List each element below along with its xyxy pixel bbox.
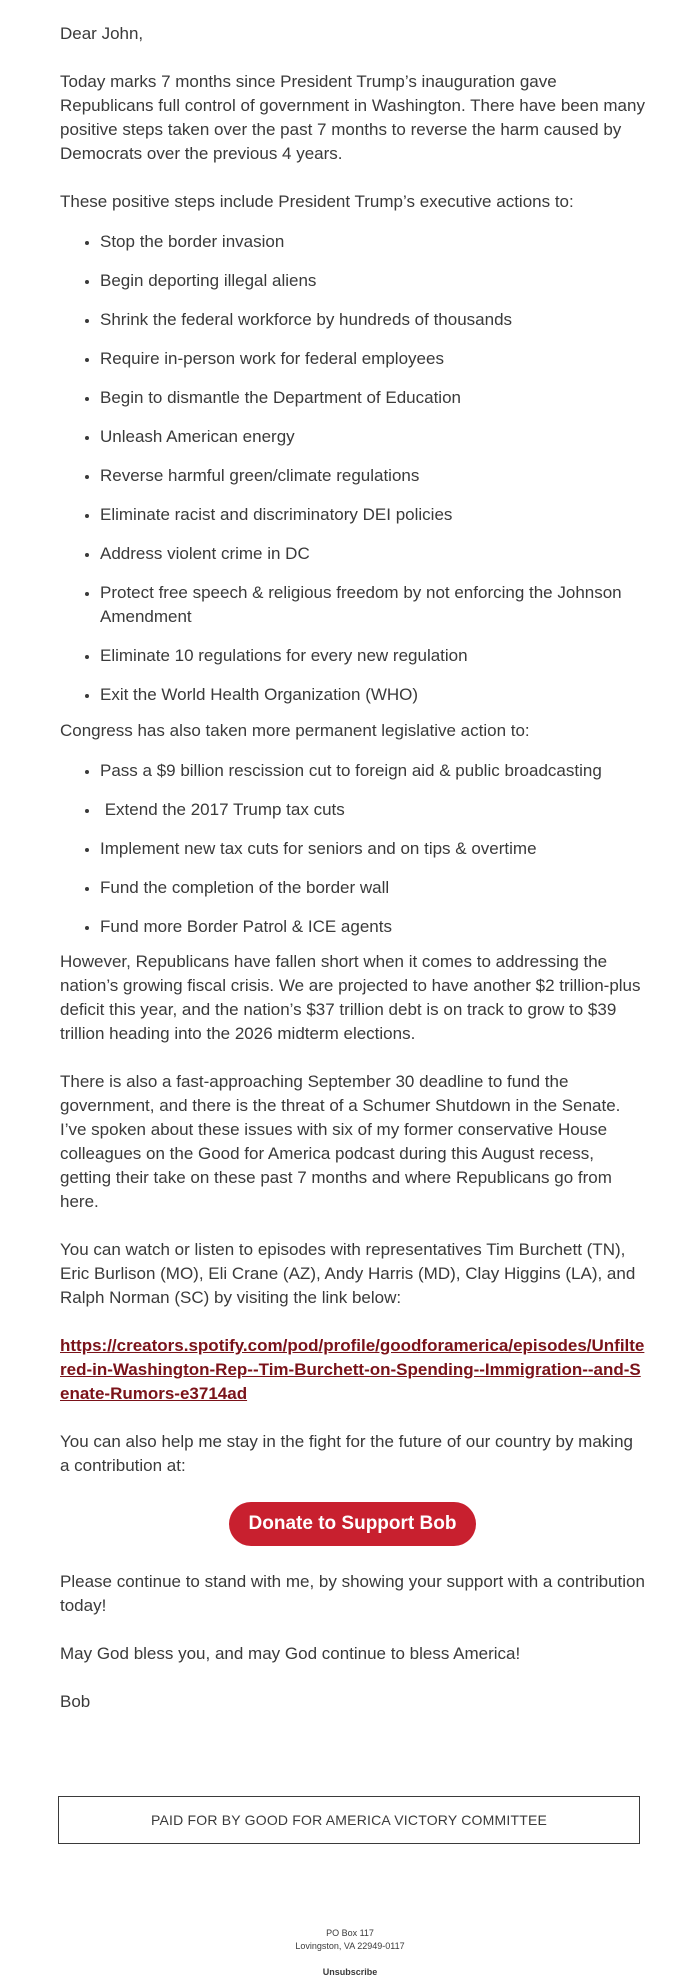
unsubscribe-link[interactable]: Unsubscribe — [322, 1967, 378, 1977]
paid-for-disclaimer: PAID FOR BY GOOD FOR AMERICA VICTORY COMMITTEE — [58, 1796, 640, 1844]
footer — [0, 1927, 700, 1979]
episode-link[interactable]: https://creators.spotify.com/pod/profile/goodforamerica/episodes/Unfiltered-in-Washington-Rep--Tim-Burchett-on-Spending--Immigration--and-Senate-Rumors-e3714ad — [60, 1336, 645, 1403]
fiscal-paragraph: However, Republicans have fallen short when it comes to addressing the nation’s growing fiscal crisis. We are projected to have another $2 trillion-plus deficit this year, and the nation’s $37 trillion debt is on track to grow to $39 trillion heading into the 2026 midterm elections. — [60, 952, 641, 1043]
watch-paragraph: You can watch or listen to episodes with representatives Tim Burchett (TN), Eric Burlison (MO), Eli Crane (AZ), Andy Harris (MD), Clay Higgins (LA), and Ralph Norman (SC) by visiting the link below: — [60, 1240, 636, 1307]
intro-paragraph: Today marks 7 months since President Trump’s inauguration gave Republicans full control of government in Washington. There have been many positive steps taken over the past 7 months to reverse the harm caused by Democrats over the previous 4 years. — [60, 72, 645, 163]
list-item: • Fund the completion of the border wall — [100, 876, 645, 900]
greeting: Dear John, — [60, 24, 144, 43]
list-item: • Pass a $9 billion rescission cut to foreign aid & public broadcasting — [100, 759, 645, 783]
list-item: • Unleash American energy — [100, 425, 645, 449]
list-item: • Address violent crime in DC — [100, 542, 645, 566]
legislative-actions-lead: Congress has also taken more permanent legislative action to: — [60, 721, 530, 740]
legislative-actions-list — [60, 759, 645, 939]
list-item: • Protect free speech & religious freedom by not enforcing the Johnson Amendment — [100, 581, 645, 629]
list-item: • Fund more Border Patrol & ICE agents — [100, 915, 645, 939]
donate-button[interactable]: Donate to Support Bob — [229, 1502, 477, 1546]
list-item: • Reverse harmful green/climate regulations — [100, 464, 645, 488]
list-item: • Shrink the federal workforce by hundreds of thousands — [100, 308, 645, 332]
footer-city: Lovingston, VA 22949-0117 — [295, 1941, 405, 1951]
footer-po-box: PO Box 117 — [326, 1928, 374, 1938]
list-item: • Exit the World Health Organization (WHO) — [100, 683, 645, 707]
episode-link-paragraph — [60, 1334, 645, 1406]
list-item: • Implement new tax cuts for seniors and on tips & overtime — [100, 837, 645, 861]
list-item: • Require in-person work for federal employees — [100, 347, 645, 371]
signature: Bob — [60, 1692, 91, 1711]
list-item: • Eliminate 10 regulations for every new regulation — [100, 644, 645, 668]
list-item: • Extend the 2017 Trump tax cuts — [100, 798, 645, 822]
deadline-paragraph: There is also a fast-approaching September 30 deadline to fund the government, and there is the threat of a Schumer Shutdown in the Senate. — [60, 1072, 621, 1115]
email-body — [60, 0, 645, 1714]
contribution-paragraph: You can also help me stay in the fight for the future of our country by making a contribution at: — [60, 1432, 633, 1475]
list-item: • Eliminate racist and discriminatory DEI policies — [100, 503, 645, 527]
blessing-paragraph: May God bless you, and may God continue to bless America! — [60, 1644, 521, 1663]
list-item: • Begin to dismantle the Department of Education — [100, 386, 645, 410]
executive-actions-lead: These positive steps include President Trump’s executive actions to: — [60, 192, 574, 211]
podcast-paragraph: I’ve spoken about these issues with six of my former conservative House colleagues on the Good for America podcast during this August recess, getting their take on these past 7 months and where Republicans go from here. — [60, 1120, 612, 1211]
list-item: • Begin deporting illegal aliens — [100, 269, 645, 293]
executive-actions-list — [60, 230, 645, 707]
donate-button-container — [60, 1502, 645, 1546]
list-item: • Stop the border invasion — [100, 230, 645, 254]
continue-paragraph: Please continue to stand with me, by showing your support with a contribution today! — [60, 1572, 645, 1615]
